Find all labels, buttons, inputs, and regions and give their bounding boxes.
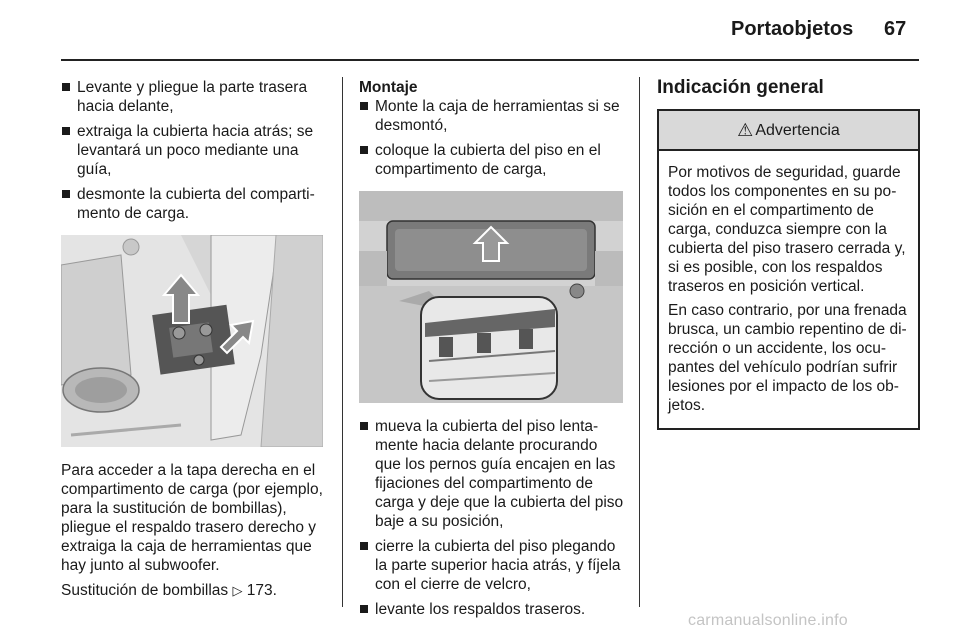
section-label-montaje: Montaje <box>359 79 418 96</box>
list-item: desmonte la cubierta del compartimento de carga. <box>61 185 327 223</box>
column-3 <box>657 78 920 430</box>
column-divider-1 <box>342 77 343 607</box>
reference-page-link[interactable]: 173. <box>246 582 277 599</box>
removal-steps-list <box>61 78 327 223</box>
page-number: 67 <box>884 18 907 40</box>
list-item: extraiga la cubierta hacia atrás; se levantará un poco mediante una guía, <box>61 122 327 179</box>
reference-paragraph <box>61 581 327 600</box>
page-header-title: Portaobjetos <box>731 18 854 40</box>
warning-header <box>659 111 918 151</box>
access-paragraph: Para acceder a la tapa derecha en el compartimento de carga (por ejemplo, para la sustitución de bombillas), pliegue el respaldo trasero derecho y extraiga la caja de herramientas que hay junto al subwoofer. <box>61 462 323 574</box>
reference-arrow-icon: ▷ <box>232 583 243 598</box>
warning-paragraph: En caso contrario, por una frenada brusca, un cambio repentino de dirección o un accidente, los ocupantes del vehículo podrían sufrir lesiones por el impacto de los objetos. <box>668 302 907 414</box>
list-item: levante los respaldos traseros. <box>359 600 625 619</box>
warning-box <box>657 109 920 430</box>
list-item: Levante y pliegue la parte trasera hacia delante, <box>61 78 327 116</box>
reference-text: Sustitución de bombillas <box>61 582 229 599</box>
column-divider-2 <box>639 77 640 607</box>
floor-cover-figure <box>359 191 623 403</box>
installation-steps-list-bottom <box>359 417 625 619</box>
column-1 <box>61 78 327 606</box>
watermark: carmanualsonline.info <box>688 612 848 629</box>
installation-steps-list-top <box>359 97 625 179</box>
warning-body <box>659 151 918 428</box>
list-item: coloque la cubierta del piso en el compartimento de carga, <box>359 141 625 179</box>
column-2 <box>359 78 625 625</box>
list-item: Monte la caja de herramientas si se desmontó, <box>359 97 625 135</box>
warning-paragraph: Por motivos de seguridad, guarde todos los componentes en su posición en el compartimento de carga, conduzca siempre con la cubierta del piso trasero cerrada y, si es posible, con los respaldos traseros en posición vertical. <box>668 164 906 295</box>
cargo-compartment-figure <box>61 235 323 447</box>
warning-title: Advertencia <box>755 121 840 139</box>
list-item: cierre la cubierta del piso plegando la parte superior hacia atrás, y fíjela con el cierre de velcro, <box>359 537 625 594</box>
warning-triangle-icon: ⚠ <box>737 119 754 140</box>
list-item: mueva la cubierta del piso lentamente hacia delante procurando que los pernos guía encajen en las fijaciones del compartimento de carga y deje que la cubierta del piso baje a su posición, <box>359 417 625 531</box>
section-heading: Indicación general <box>657 77 824 98</box>
header-rule <box>61 59 919 61</box>
